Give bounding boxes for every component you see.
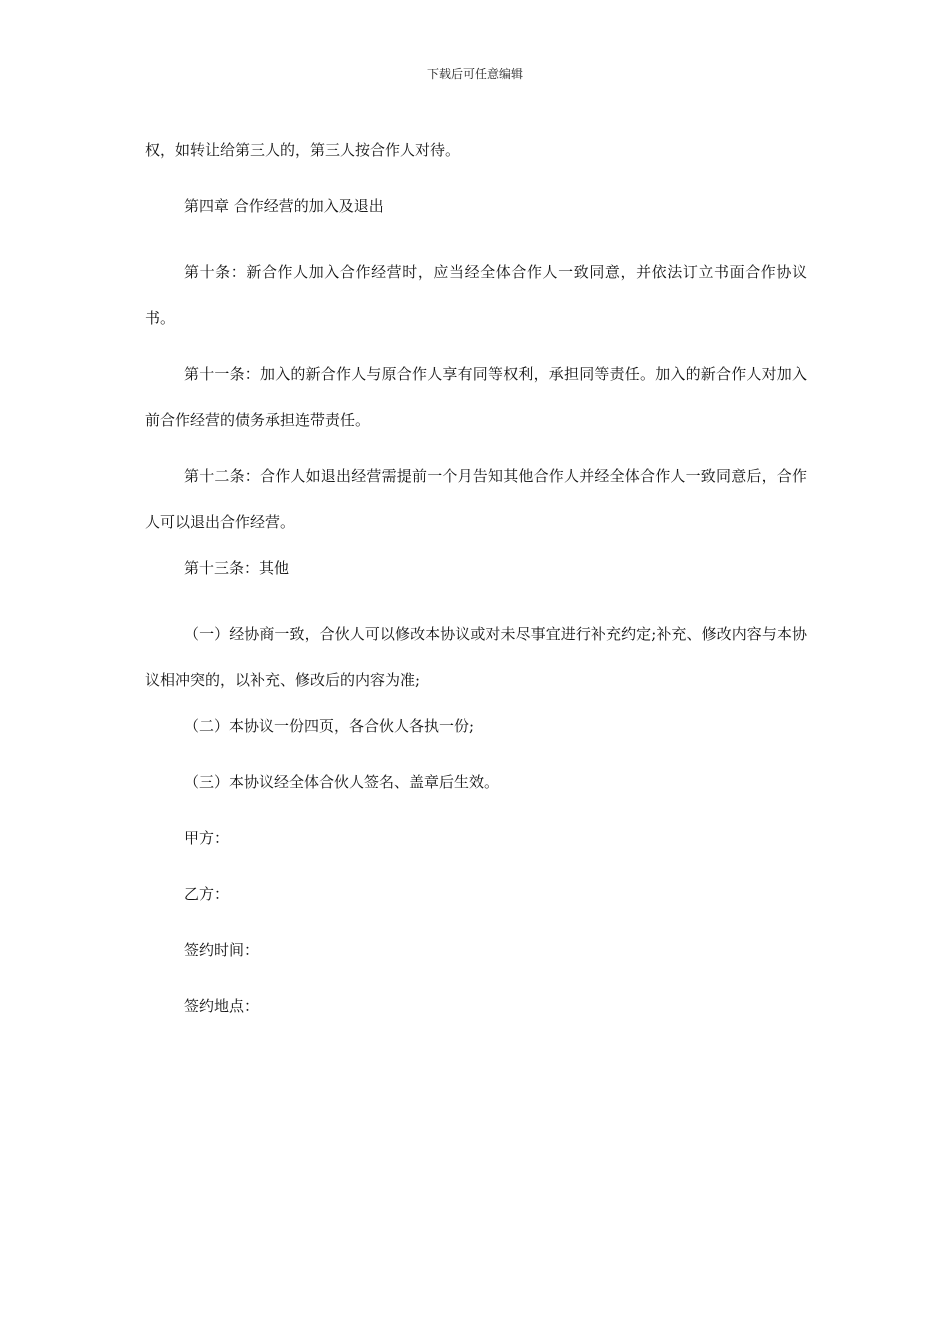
page-header-note: 下载后可任意编辑 (426, 67, 523, 81)
continuation-paragraph: 权，如转让给第三人的，第三人按合作人对待。 (145, 141, 461, 159)
party-a-label: 甲方： (184, 829, 230, 847)
article-11: 第十一条：加入的新合作人与原合作人享有同等权利，承担同等责任。加入的新合作人对加入前合作经营的债务承担连带责任。 (145, 365, 807, 429)
document-body (145, 137, 807, 1049)
article-13: 第十三条：其他 (184, 559, 290, 577)
chapter-title: 第四章 合作经营的加入及退出 (184, 197, 384, 215)
article-10: 第十条：新合作人加入合作经营时，应当经全体合作人一致同意，并依法订立书面合作协议书。 (145, 263, 807, 327)
item-3: （三）本协议经全体合伙人签名、盖章后生效。 (184, 773, 500, 791)
party-b-label: 乙方： (184, 885, 230, 903)
sign-time-label: 签约时间： (184, 941, 260, 959)
item-2: （二）本协议一份四页，各合伙人各执一份; (184, 717, 475, 735)
article-12: 第十二条：合作人如退出经营需提前一个月告知其他合作人并经全体合作人一致同意后，合作人可以退出合作经营。 (145, 467, 807, 531)
sign-place-label: 签约地点： (184, 997, 260, 1015)
item-1: （一）经协商一致，合伙人可以修改本协议或对未尽事宜进行补充约定;补充、修改内容与本协议相冲突的，以补充、修改后的内容为准; (145, 625, 807, 689)
